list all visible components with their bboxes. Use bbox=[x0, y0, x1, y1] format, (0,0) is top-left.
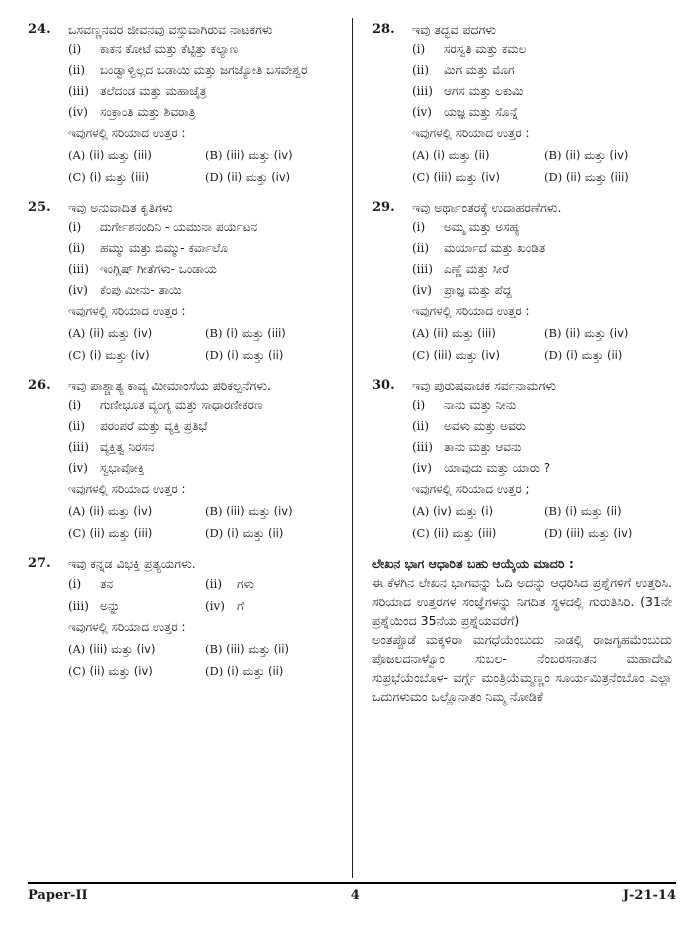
answer-prompt: ಇವುಗಳಲ್ಲಿ ಸರಿಯಾದ ಉತ್ತರ ; bbox=[412, 482, 530, 496]
option-text: ಸಂಕ್ರಾಂತಿ ಮತ್ತು ಶಿವರಾತ್ರಿ bbox=[100, 105, 196, 119]
option-text: ಸರಸ್ವತಿ ಮತ್ತು ಕಮಲ bbox=[444, 42, 527, 56]
paper-label: Paper-II bbox=[28, 887, 88, 903]
answer-text: (i) ಮತ್ತು (ii) bbox=[565, 504, 622, 518]
answer-letter: (D) bbox=[205, 170, 224, 184]
option bbox=[205, 595, 338, 617]
answer-choices bbox=[412, 322, 672, 366]
answer-choice bbox=[412, 166, 540, 188]
answer-letter: (B) bbox=[544, 504, 562, 518]
answer-letter: (B) bbox=[544, 326, 562, 340]
answer-letter: (D) bbox=[544, 348, 563, 362]
answer-text: (i) ಮತ್ತು (ii) bbox=[226, 348, 284, 362]
answer-letter: (C) bbox=[68, 170, 86, 184]
answer-text: (iii) ಮತ್ತು (ii) bbox=[226, 642, 289, 656]
option-label: (iii) bbox=[412, 262, 433, 276]
option-label: (iii) bbox=[68, 440, 89, 454]
answer-text: (ii) ಮತ್ತು (iv) bbox=[565, 326, 629, 340]
right-column bbox=[372, 20, 672, 706]
option-label: (i) bbox=[68, 220, 82, 234]
answer-choice bbox=[544, 166, 672, 188]
answer-text: (iii) ಮತ್ತು (iv) bbox=[433, 348, 500, 362]
question-number: 24. bbox=[28, 22, 51, 37]
answer-text: (i) ಮತ್ತು (ii) bbox=[565, 348, 623, 362]
option bbox=[412, 39, 672, 60]
option-label: (ii) bbox=[412, 63, 430, 77]
option-text: ಪ್ರಾಜ್ಞ ಮತ್ತು ಪೆದ್ದ bbox=[444, 283, 512, 297]
option-text: ಕೆಂಪು ಮೀನು- ತಾಯಿ bbox=[100, 283, 182, 297]
question-text: ಇವು ಅರ್ಥಾಂತರಕ್ಕೆ ಉದಾಹರಣೆಗಳು. bbox=[412, 200, 562, 215]
option-text: ಯಜ್ಞ ಮತ್ತು ಸೊನ್ನೆ bbox=[444, 105, 519, 119]
paper-code: J-21-14 bbox=[622, 887, 676, 903]
question-text: ಇವು ಪುರುಷವಾಚಕ ಸರ್ವನಾಮಗಳು bbox=[412, 378, 557, 393]
answer-letter: (D) bbox=[544, 170, 563, 184]
question-number: 26. bbox=[28, 378, 51, 393]
question-number: 29. bbox=[372, 200, 395, 215]
option-text: ಪರಂಪರೆ ಮತ್ತು ವ್ಯಕ್ತಿ ಪ್ರತಿಭೆ bbox=[100, 419, 208, 433]
answer-text: (ii) ಮತ್ತು (iv) bbox=[226, 170, 291, 184]
option-label: (iii) bbox=[412, 84, 433, 98]
answer-text: (iii) ಮತ್ತು (iv) bbox=[226, 504, 293, 518]
answer-choice bbox=[544, 322, 672, 344]
option-text: ಮಿಗ ಮತ್ತು ಮೊಗ bbox=[444, 63, 515, 77]
option-text: ಗುಣೀಭೂತ ವ್ಯಂಗ್ಯ ಮತ್ತು ಸಾಧಾರಣೀಕರಣ bbox=[100, 398, 263, 412]
answer-choice bbox=[205, 660, 338, 682]
answer-text: (i) ಮತ್ತು (ii) bbox=[226, 526, 284, 540]
answer-letter: (B) bbox=[544, 148, 562, 162]
answer-choice bbox=[68, 660, 201, 682]
option-label: (i) bbox=[412, 398, 426, 412]
answer-text: (iii) ಮತ್ತು (iv) bbox=[565, 526, 633, 540]
answer-prompt: ಇವುಗಳಲ್ಲಿ ಸರಿಯಾದ ಉತ್ತರ : bbox=[412, 126, 530, 140]
answer-letter: (D) bbox=[205, 664, 224, 678]
answer-choices bbox=[68, 500, 338, 544]
answer-choices bbox=[412, 500, 672, 544]
question-26 bbox=[28, 376, 338, 544]
option-text: ದುರ್ಗೇಶನಂದಿನಿ - ಯಮುನಾ ಪರ್ಯಟನ bbox=[100, 220, 258, 234]
answer-choice bbox=[68, 166, 201, 188]
option bbox=[68, 395, 338, 416]
question-25 bbox=[28, 198, 338, 366]
answer-letter: (B) bbox=[205, 504, 223, 518]
answer-text: (ii) ಮತ್ತು (iii) bbox=[565, 170, 629, 184]
answer-text: (iii) ಮತ್ತು (iv) bbox=[226, 148, 293, 162]
option bbox=[412, 395, 672, 416]
answer-choice bbox=[68, 500, 201, 522]
option bbox=[412, 458, 672, 479]
option-text: ಯಾವುದು ಮತ್ತು ಯಾರು ? bbox=[444, 461, 551, 475]
question-text: ಇವು ಅನುವಾದಿತ ಕೃತಿಗಳು bbox=[68, 200, 173, 215]
option bbox=[412, 217, 672, 238]
option bbox=[68, 437, 338, 458]
answer-text: (iv) ಮತ್ತು (i) bbox=[432, 504, 494, 518]
answer-letter: (A) bbox=[412, 326, 430, 340]
option-text: ನಾನು ಮತ್ತು ನೀನು bbox=[444, 398, 517, 412]
answer-text: (ii) ಮತ್ತು (iii) bbox=[432, 326, 496, 340]
answer-prompt: ಇವುಗಳಲ್ಲಿ ಸರಿಯಾದ ಉತ್ತರ : bbox=[412, 304, 530, 318]
option-text: ಸ್ವಭಾವೋಕ್ತಿ bbox=[100, 461, 145, 475]
option-text: ಗೆ bbox=[237, 599, 244, 613]
answer-letter: (B) bbox=[205, 642, 223, 656]
option bbox=[68, 81, 338, 102]
question-text: ಇವು ತದ್ಭವ ಪದಗಳು bbox=[412, 22, 497, 37]
answer-choice bbox=[205, 322, 338, 344]
answer-choice bbox=[544, 522, 672, 544]
answer-letter: (D) bbox=[205, 348, 224, 362]
option bbox=[412, 259, 672, 280]
answer-letter: (A) bbox=[68, 148, 86, 162]
answer-text: (i) ಮತ್ತು (iv) bbox=[89, 348, 150, 362]
answer-letter: (D) bbox=[205, 526, 224, 540]
answer-letter: (A) bbox=[412, 148, 430, 162]
answer-text: (ii) ಮತ್ತು (iii) bbox=[433, 526, 497, 540]
option-label: (ii) bbox=[205, 577, 223, 591]
option-text: ಕಾಕನ ಕೋಟೆ ಮತ್ತು ಕೆಟ್ಟಿತ್ತು ಕಲ್ಯಾಣ bbox=[100, 42, 239, 56]
answer-text: (ii) ಮತ್ತು (iii) bbox=[88, 148, 152, 162]
answer-choice bbox=[412, 522, 540, 544]
option-label: (iv) bbox=[412, 283, 432, 297]
answer-text: (ii) ಮತ್ತು (iv) bbox=[89, 664, 153, 678]
option-label: (iii) bbox=[412, 440, 433, 454]
option bbox=[68, 458, 338, 479]
option-label: (ii) bbox=[68, 419, 86, 433]
option-text: ಇಂಗ್ಲಿಷ್ ಗೀತೆಗಳು- ಒಂಡಾಯ bbox=[100, 262, 217, 276]
option bbox=[68, 259, 338, 280]
answer-choice bbox=[68, 638, 201, 660]
answer-choice bbox=[68, 322, 201, 344]
column-divider bbox=[352, 18, 353, 878]
answer-letter: (C) bbox=[68, 526, 86, 540]
option-label: (i) bbox=[412, 42, 426, 56]
answer-choices bbox=[68, 144, 338, 188]
answer-text: (i) ಮತ್ತು (ii) bbox=[432, 148, 490, 162]
answer-choice bbox=[544, 344, 672, 366]
option bbox=[412, 60, 672, 81]
answer-choice bbox=[205, 166, 338, 188]
option bbox=[68, 595, 201, 617]
passage-section bbox=[372, 554, 672, 706]
option-text: ಆಗಸ ಮತ್ತು ಲಕುಮಿ bbox=[444, 84, 524, 98]
answer-prompt: ಇವುಗಳಲ್ಲಿ ಸರಿಯಾದ ಉತ್ತರ : bbox=[68, 304, 186, 318]
option-text: ಹಮ್ಮು ಮತ್ತು ಬಿಮ್ಮು- ಕರ್ವಾಲೊ bbox=[100, 241, 228, 255]
answer-letter: (A) bbox=[68, 642, 86, 656]
question-28 bbox=[372, 20, 672, 188]
passage-instruction: ಈ ಕೆಳಗಿನ ಲೇಖನ ಭಾಗವನ್ನು ಓದಿ ಅದನ್ನು ಆಧರಿಸಿದ ಪ್ರಶ್ನೆಗಳಿಗೆ ಉತ್ತರಿಸಿ. ಸರಿಯಾದ ಉತ್ತರಗಳ ಸಂಜ್ಞೆಗಳನ್ನು ನಿಗದಿತ ಸ್ಥಳದಲ್ಲಿ ಗುರುತಿಸಿರಿ. (31ನೇ ಪ್ರಶ್ನೆಯಿಂದ 35ನೆಯ ಪ್ರಶ್ನೆಯವರೆಗೆ) bbox=[372, 575, 672, 628]
option-text: ತನ bbox=[100, 577, 114, 591]
option-label: (ii) bbox=[412, 241, 430, 255]
option-text: ಬಂಡ್ವಾಳ್ವಿಲ್ಲದ ಬಡಾಯಿ ಮತ್ತು ಜಗಜ್ಯೋತಿ ಬಸವೇಶ್ವರ bbox=[100, 63, 308, 77]
option-label: (ii) bbox=[68, 63, 86, 77]
option-label: (iv) bbox=[68, 105, 88, 119]
answer-choice bbox=[544, 500, 672, 522]
answer-letter: (B) bbox=[205, 148, 223, 162]
option-pairs bbox=[68, 573, 338, 617]
answer-choices bbox=[68, 638, 338, 682]
option-label: (iii) bbox=[68, 599, 89, 613]
option-label: (iv) bbox=[68, 283, 88, 297]
answer-text: (ii) ಮತ್ತು (iv) bbox=[565, 148, 629, 162]
question-text: ಒಸವಣ್ಣನವರ ಜೀವನವು ವಸ್ತುವಾಗಿರುವ ನಾಟಕಗಳು bbox=[68, 22, 273, 37]
answer-text: (iii) ಮತ್ತು (iv) bbox=[433, 170, 500, 184]
answer-choice bbox=[68, 344, 201, 366]
answer-choice bbox=[205, 500, 338, 522]
question-number: 27. bbox=[28, 556, 51, 571]
answer-choice bbox=[544, 144, 672, 166]
option-text: ಗಳು bbox=[237, 577, 254, 591]
option-label: (iii) bbox=[68, 262, 89, 276]
answer-text: (i) ಮತ್ತು (iii) bbox=[226, 326, 286, 340]
option bbox=[68, 217, 338, 238]
question-number: 28. bbox=[372, 22, 395, 37]
answer-letter: (A) bbox=[68, 326, 86, 340]
question-text: ಇವು ಪಾಶ್ಚಾತ್ಯ ಕಾವ್ಯ ಮೀಮಾಂಸೆಯ ಪರಿಕಲ್ಪನೆಗಳು. bbox=[68, 378, 272, 393]
option-text: ಮರ್ಯಾದೆ ಮತ್ತು ಖಂಡಿತ bbox=[444, 241, 546, 255]
answer-text: (iii) ಮತ್ತು (iv) bbox=[88, 642, 156, 656]
answer-choice bbox=[412, 344, 540, 366]
option-label: (iv) bbox=[412, 461, 432, 475]
answer-choice bbox=[68, 144, 201, 166]
page-number: 4 bbox=[350, 887, 360, 903]
answer-letter: (C) bbox=[412, 170, 430, 184]
option-label: (i) bbox=[68, 42, 82, 56]
question-text: ಇವು ಕನ್ನಡ ವಿಭಕ್ತಿ ಪ್ರತ್ಯಯಗಳು. bbox=[68, 556, 196, 571]
answer-choice bbox=[205, 522, 338, 544]
option-label: (iii) bbox=[68, 84, 89, 98]
answer-letter: (C) bbox=[68, 348, 86, 362]
answer-prompt: ಇವುಗಳಲ್ಲಿ ಸರಿಯಾದ ಉತ್ತರ : bbox=[68, 482, 186, 496]
option-text: ಎಣ್ಣೆ ಮತ್ತು ಸೀರೆ bbox=[444, 262, 510, 276]
passage-text: ಅಂತಪ್ಪೊಡೆ ಮಕ್ಕಳಿರಾ ಮಗಧೆಯೆಂಬುದು ನಾಡಲ್ಲಿ ರಾಜಗೃಹಮೆಂಬುದು ಪೊಜಲದನಾಳ್ವೊಂ ಸುಬಲ- ನೆಂಬರಸನಾತನ ಮಹಾದೇವಿ ಸುಪ್ರಭೆಯೆಂಬೊಳ- ವರ್ಗ್ಗೆ ಮಂತ್ರಿಯೆಮ್ಮಣ್ಣಂ ಸೂರ್ಯಮಿತ್ರನೆಂಬೊಂ ಎಲ್ಲಾ ಒದುಗಳುಮಂ ಒಲ್ಲೊನಾತಂ ನಿಮ್ಮ ನೋಡಿಕೆ bbox=[372, 632, 672, 704]
option bbox=[68, 238, 338, 259]
option-label: (ii) bbox=[412, 419, 430, 433]
answer-choice bbox=[412, 322, 540, 344]
answer-letter: (D) bbox=[544, 526, 563, 540]
option-label: (iv) bbox=[412, 105, 432, 119]
answer-letter: (B) bbox=[205, 326, 223, 340]
option-text: ಅನ್ನು bbox=[100, 599, 121, 613]
answer-choices bbox=[68, 322, 338, 366]
option bbox=[68, 102, 338, 123]
answer-letter: (C) bbox=[412, 348, 430, 362]
option bbox=[68, 416, 338, 437]
answer-text: (ii) ಮತ್ತು (iv) bbox=[88, 326, 153, 340]
question-24 bbox=[28, 20, 338, 188]
option-text: ತಾನು ಮತ್ತು ಆವನು bbox=[444, 440, 522, 454]
option-text: ತಲೆದಂಡ ಮತ್ತು ಮಹಾಚೈತ್ರ bbox=[100, 84, 207, 98]
answer-choice bbox=[205, 144, 338, 166]
option bbox=[412, 81, 672, 102]
answer-text: (ii) ಮತ್ತು (iii) bbox=[89, 526, 153, 540]
option bbox=[68, 60, 338, 81]
option-label: (i) bbox=[68, 577, 82, 591]
option bbox=[68, 39, 338, 60]
answer-letter: (C) bbox=[68, 664, 86, 678]
option bbox=[68, 280, 338, 301]
answer-letter: (A) bbox=[412, 504, 430, 518]
answer-prompt: ಇವುಗಳಲ್ಲಿ ಸರಿಯಾದ ಉತ್ತರ : bbox=[68, 126, 186, 140]
answer-letter: (A) bbox=[68, 504, 86, 518]
option bbox=[412, 437, 672, 458]
answer-choice bbox=[205, 638, 338, 660]
option bbox=[412, 102, 672, 123]
answer-prompt: ಇವುಗಳಲ್ಲಿ ಸರಿಯಾದ ಉತ್ತರ : bbox=[68, 620, 186, 634]
option bbox=[412, 238, 672, 259]
option-label: (i) bbox=[412, 220, 426, 234]
option-text: ಅವಳು ಮತ್ತು ಅವರು bbox=[444, 419, 526, 433]
option-label: (ii) bbox=[68, 241, 86, 255]
option-label: (i) bbox=[68, 398, 82, 412]
option bbox=[412, 280, 672, 301]
option bbox=[68, 573, 201, 595]
question-30 bbox=[372, 376, 672, 544]
option-text: ವ್ಯಕ್ತಿತ್ವ ನಿರಸನ bbox=[100, 440, 155, 454]
answer-choice bbox=[412, 500, 540, 522]
question-29 bbox=[372, 198, 672, 366]
left-column bbox=[28, 20, 338, 692]
page-footer bbox=[28, 882, 676, 906]
answer-text: (i) ಮತ್ತು (iii) bbox=[89, 170, 150, 184]
passage-heading: ಲೇಖನ ಭಾಗ ಆಧಾರಿತ ಬಹು ಆಯ್ಕೆಯ ಮಾದರಿ : bbox=[372, 556, 574, 571]
answer-text: (i) ಮತ್ತು (ii) bbox=[226, 664, 284, 678]
option bbox=[205, 573, 338, 595]
answer-letter: (C) bbox=[412, 526, 430, 540]
question-27 bbox=[28, 554, 338, 682]
answer-choice bbox=[205, 344, 338, 366]
answer-choice bbox=[68, 522, 201, 544]
option-label: (iv) bbox=[205, 599, 225, 613]
option-label: (iv) bbox=[68, 461, 88, 475]
question-number: 25. bbox=[28, 200, 51, 215]
answer-choice bbox=[412, 144, 540, 166]
option-text: ಅಮ್ಮ ಮತ್ತು ಅಸಹ್ಯ bbox=[444, 220, 520, 234]
option bbox=[412, 416, 672, 437]
answer-choices bbox=[412, 144, 672, 188]
question-number: 30. bbox=[372, 378, 395, 393]
answer-text: (ii) ಮತ್ತು (iv) bbox=[88, 504, 153, 518]
